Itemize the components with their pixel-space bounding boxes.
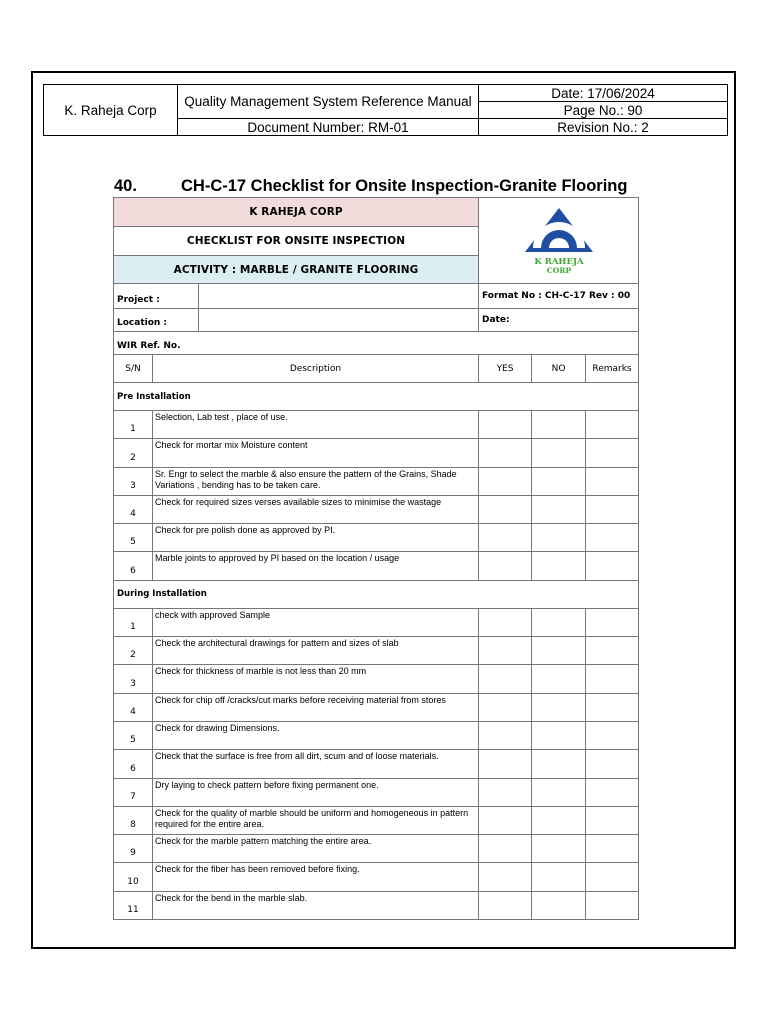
format-number: Format No : CH-C-17 Rev : 00 (479, 284, 639, 309)
remarks-cell[interactable] (586, 524, 639, 552)
project-field[interactable] (199, 284, 479, 309)
item-sn: 11 (114, 891, 153, 919)
no-cell[interactable] (532, 778, 586, 806)
form-company: K RAHEJA CORP (114, 198, 479, 227)
yes-cell[interactable] (479, 806, 532, 834)
checklist-row (114, 750, 639, 778)
item-description: Check for the marble pattern matching the entire area. (153, 835, 479, 863)
project-label: Project : (114, 284, 199, 309)
column-header-remarks: Remarks (586, 355, 639, 383)
checklist-form (113, 197, 639, 920)
yes-cell[interactable] (479, 665, 532, 693)
page-number: Page No.: 90 (479, 102, 728, 119)
remarks-cell[interactable] (586, 778, 639, 806)
document-date: Date: 17/06/2024 (479, 85, 728, 102)
no-cell[interactable] (532, 835, 586, 863)
no-cell[interactable] (532, 467, 586, 495)
no-cell[interactable] (532, 891, 586, 919)
checklist-row (114, 467, 639, 495)
company-name: K. Raheja Corp (44, 85, 178, 136)
item-description: Sr. Engr to select the marble & also ensure the pattern of the Grains, Shade Variations , bending has to be taken care. (153, 467, 479, 495)
item-sn: 10 (114, 863, 153, 891)
checklist-row (114, 495, 639, 523)
yes-cell[interactable] (479, 495, 532, 523)
no-cell[interactable] (532, 552, 586, 580)
svg-text:K RAHEJA: K RAHEJA (533, 256, 584, 267)
remarks-cell[interactable] (586, 552, 639, 580)
item-sn: 5 (114, 524, 153, 552)
section-header: During Installation (114, 580, 639, 608)
item-sn: 1 (114, 608, 153, 636)
checklist-row (114, 806, 639, 834)
item-description: Check for pre polish done as approved by PI. (153, 524, 479, 552)
checklist-row (114, 835, 639, 863)
item-sn: 6 (114, 750, 153, 778)
yes-cell[interactable] (479, 750, 532, 778)
checklist-row (114, 778, 639, 806)
remarks-cell[interactable] (586, 439, 639, 467)
remarks-cell[interactable] (586, 665, 639, 693)
checklist-row (114, 693, 639, 721)
remarks-cell[interactable] (586, 411, 639, 439)
item-sn: 2 (114, 439, 153, 467)
remarks-cell[interactable] (586, 835, 639, 863)
checklist-row (114, 524, 639, 552)
section-number: 40. (114, 177, 137, 195)
item-description: Check the architectural drawings for pattern and sizes of slab (153, 637, 479, 665)
item-description: Check for the bend in the marble slab. (153, 891, 479, 919)
item-sn: 1 (114, 411, 153, 439)
remarks-cell[interactable] (586, 693, 639, 721)
item-sn: 4 (114, 693, 153, 721)
checklist-row (114, 411, 639, 439)
section-heading (114, 177, 674, 199)
checklist-row (114, 608, 639, 636)
yes-cell[interactable] (479, 891, 532, 919)
section-header-row (114, 580, 639, 608)
remarks-cell[interactable] (586, 750, 639, 778)
item-sn: 5 (114, 721, 153, 749)
column-header-no: NO (532, 355, 586, 383)
remarks-cell[interactable] (586, 806, 639, 834)
item-description: Check for thickness of marble is not less than 20 mm (153, 665, 479, 693)
no-cell[interactable] (532, 608, 586, 636)
yes-cell[interactable] (479, 778, 532, 806)
no-cell[interactable] (532, 693, 586, 721)
document-header (43, 84, 728, 136)
remarks-cell[interactable] (586, 467, 639, 495)
yes-cell[interactable] (479, 439, 532, 467)
column-header-description: Description (153, 355, 479, 383)
manual-title: Quality Management System Reference Manual (178, 85, 479, 119)
no-cell[interactable] (532, 439, 586, 467)
item-description: Check for drawing Dimensions. (153, 721, 479, 749)
remarks-cell[interactable] (586, 495, 639, 523)
no-cell[interactable] (532, 411, 586, 439)
svg-text:CORP: CORP (546, 265, 571, 275)
no-cell[interactable] (532, 665, 586, 693)
column-header-yes: YES (479, 355, 532, 383)
wir-ref-label: WIR Ref. No. (114, 332, 639, 355)
item-description: Selection, Lab test , place of use. (153, 411, 479, 439)
no-cell[interactable] (532, 863, 586, 891)
form-activity: ACTIVITY : MARBLE / GRANITE FLOORING (114, 256, 479, 284)
item-sn: 7 (114, 778, 153, 806)
checklist-row (114, 665, 639, 693)
checklist-row (114, 552, 639, 580)
checklist-row (114, 439, 639, 467)
location-label: Location : (114, 309, 199, 332)
item-sn: 8 (114, 806, 153, 834)
date-label: Date: (479, 309, 639, 332)
checklist-row (114, 863, 639, 891)
raheja-logo-icon (518, 204, 600, 276)
checklist-row (114, 721, 639, 749)
yes-cell[interactable] (479, 467, 532, 495)
item-description: check with approved Sample (153, 608, 479, 636)
no-cell[interactable] (532, 806, 586, 834)
yes-cell[interactable] (479, 552, 532, 580)
no-cell[interactable] (532, 721, 586, 749)
remarks-cell[interactable] (586, 863, 639, 891)
yes-cell[interactable] (479, 637, 532, 665)
remarks-cell[interactable] (586, 608, 639, 636)
section-header: Pre Installation (114, 383, 639, 411)
item-description: Dry laying to check pattern before fixing permanent one. (153, 778, 479, 806)
item-description: Marble joints to approved by PI based on the location / usage (153, 552, 479, 580)
item-description: Check that the surface is free from all dirt, scum and of loose materials. (153, 750, 479, 778)
item-description: Check for chip off /cracks/cut marks before receiving material from stores (153, 693, 479, 721)
item-description: Check for the fiber has been removed before fixing. (153, 863, 479, 891)
section-header-row (114, 383, 639, 411)
yes-cell[interactable] (479, 721, 532, 749)
item-description: Check for required sizes verses available sizes to minimise the wastage (153, 495, 479, 523)
location-field[interactable] (199, 309, 479, 332)
checklist-row (114, 891, 639, 919)
no-cell[interactable] (532, 750, 586, 778)
yes-cell[interactable] (479, 835, 532, 863)
yes-cell[interactable] (479, 608, 532, 636)
column-header-sn: S/N (114, 355, 153, 383)
yes-cell[interactable] (479, 693, 532, 721)
remarks-cell[interactable] (586, 891, 639, 919)
form-title: CHECKLIST FOR ONSITE INSPECTION (114, 227, 479, 256)
remarks-cell[interactable] (586, 637, 639, 665)
document-number: Document Number: RM-01 (178, 119, 479, 136)
item-sn: 2 (114, 637, 153, 665)
yes-cell[interactable] (479, 411, 532, 439)
item-sn: 3 (114, 665, 153, 693)
no-cell[interactable] (532, 495, 586, 523)
yes-cell[interactable] (479, 524, 532, 552)
item-description: Check for mortar mix Moisture content (153, 439, 479, 467)
remarks-cell[interactable] (586, 721, 639, 749)
section-title: CH-C-17 Checklist for Onsite Inspection-Granite Flooring (181, 177, 628, 195)
no-cell[interactable] (532, 524, 586, 552)
yes-cell[interactable] (479, 863, 532, 891)
item-description: Check for the quality of marble should be uniform and homogeneous in pattern required for the entire area. (153, 806, 479, 834)
checklist-row (114, 637, 639, 665)
no-cell[interactable] (532, 637, 586, 665)
item-sn: 6 (114, 552, 153, 580)
item-sn: 3 (114, 467, 153, 495)
item-sn: 4 (114, 495, 153, 523)
company-logo (479, 198, 639, 284)
revision-number: Revision No.: 2 (479, 119, 728, 136)
item-sn: 9 (114, 835, 153, 863)
